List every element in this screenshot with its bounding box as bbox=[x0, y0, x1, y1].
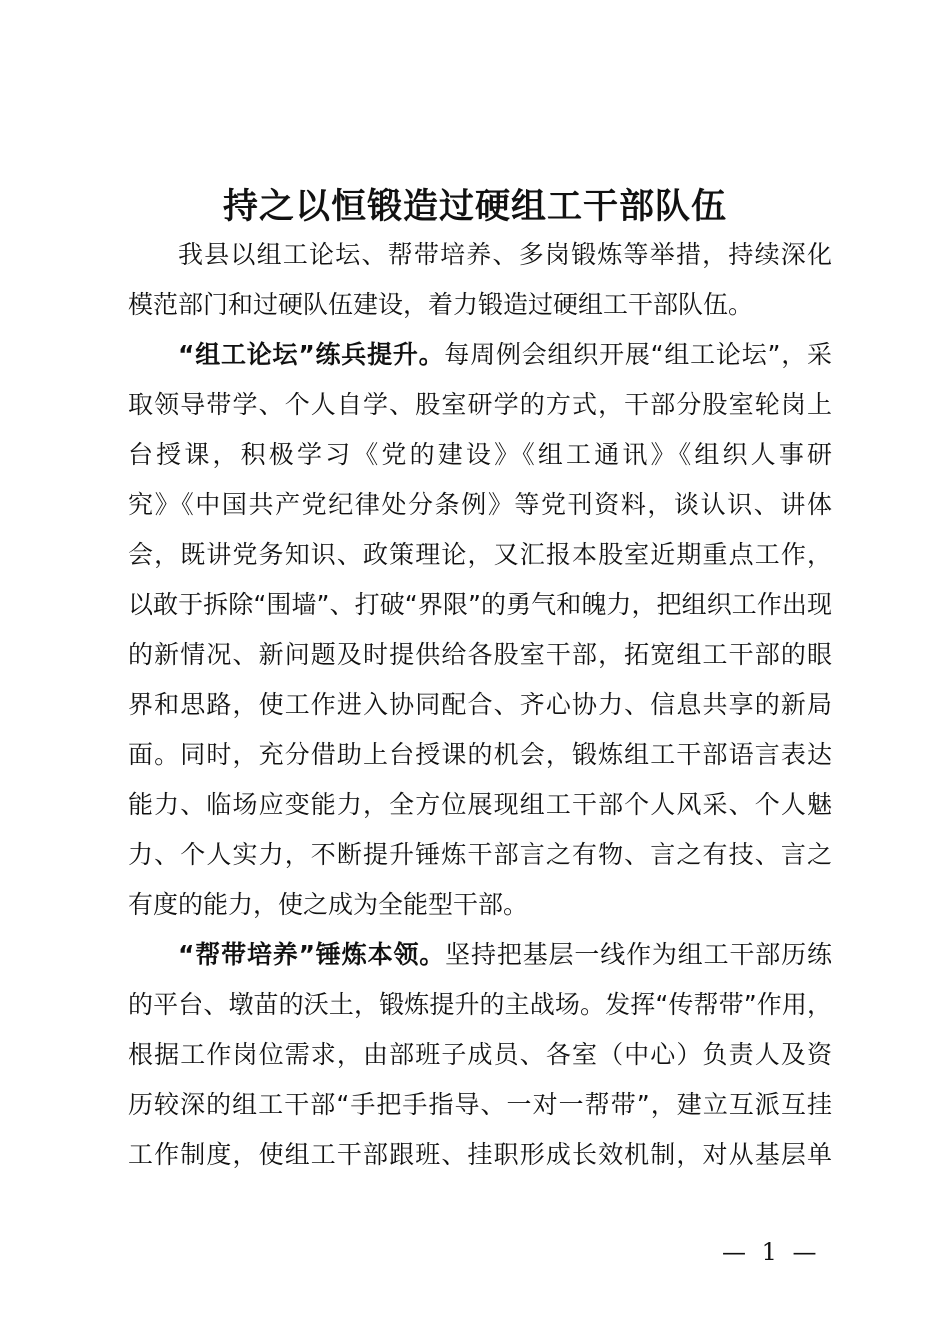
line-text: 工作制度，使组工干部跟班、挂职形成长效机制，对从基层单 bbox=[128, 1140, 832, 1169]
line-text: 的新情况、新问题及时提供给各股室干部，拓宽组工干部的眼 bbox=[128, 640, 832, 669]
text-line bbox=[128, 980, 832, 1030]
text-line bbox=[128, 430, 832, 480]
line-text: 取领导带学、个人自学、股室研学的方式，干部分股室轮岗上 bbox=[128, 390, 832, 419]
line-text: 台授课，积极学习《党的建设》《组工通讯》《组织人事研 bbox=[128, 440, 832, 469]
text-line bbox=[128, 480, 832, 530]
line-text: 模范部门和过硬队伍建设，着力锻造过硬组工干部队伍。 bbox=[128, 290, 754, 319]
line-text: 有度的能力，使之成为全能型干部。 bbox=[128, 890, 529, 919]
text-line bbox=[128, 630, 832, 680]
text-line bbox=[128, 530, 832, 580]
line-text: 面。同时，充分借助上台授课的机会，锻炼组工干部语言表达 bbox=[128, 740, 832, 769]
text-line bbox=[128, 730, 832, 780]
text-line bbox=[128, 930, 832, 980]
line-text: 历较深的组工干部“手把手指导、一对一帮带”，建立互派互挂 bbox=[128, 1090, 832, 1119]
paragraph-heading: “组工论坛”练兵提升。 bbox=[178, 340, 445, 369]
line-text: 每周例会组织开展“组工论坛”，采 bbox=[444, 340, 832, 369]
text-line bbox=[128, 580, 832, 630]
paragraph bbox=[128, 230, 832, 330]
document-title: 持之以恒锻造过硬组工干部队伍 bbox=[222, 187, 727, 227]
line-text: 究》《中国共产党纪律处分条例》等党刊资料，谈认识、讲体 bbox=[128, 490, 832, 519]
text-line bbox=[128, 1030, 832, 1080]
text-line bbox=[128, 1080, 832, 1130]
page-number: — 1 — bbox=[722, 1238, 821, 1266]
line-text: 界和思路，使工作进入协同配合、齐心协力、信息共享的新局 bbox=[128, 690, 832, 719]
line-text: 能力、临场应变能力，全方位展现组工干部个人风采、个人魅 bbox=[128, 790, 832, 819]
line-text: 根据工作岗位需求，由部班子成员、各室（中心）负责人及资 bbox=[128, 1040, 832, 1069]
text-line bbox=[128, 880, 832, 930]
line-text: 坚持把基层一线作为组工干部历练 bbox=[445, 940, 832, 969]
line-text: 以敢于拆除“围墙”、打破“界限”的勇气和魄力，把组织工作出现 bbox=[128, 590, 832, 619]
text-line bbox=[128, 830, 832, 880]
text-line bbox=[128, 680, 832, 730]
line-text: 的平台、墩苗的沃土，锻炼提升的主战场。发挥“传帮带”作用， bbox=[128, 990, 832, 1019]
text-line bbox=[128, 1130, 832, 1180]
text-line bbox=[128, 330, 832, 380]
line-text: 力、个人实力，不断提升锤炼干部言之有物、言之有技、言之 bbox=[128, 840, 832, 869]
line-text: 会，既讲党务知识、政策理论，又汇报本股室近期重点工作， bbox=[128, 540, 832, 569]
text-line bbox=[128, 230, 832, 280]
text-line bbox=[128, 380, 832, 430]
text-line bbox=[128, 780, 832, 830]
line-text: 我县以组工论坛、帮带培养、多岗锻炼等举措，持续深化 bbox=[178, 240, 832, 269]
paragraph bbox=[128, 330, 832, 930]
paragraph bbox=[128, 930, 832, 1180]
document-body bbox=[128, 230, 832, 1180]
text-line bbox=[128, 280, 832, 330]
paragraph-heading: “帮带培养”锤炼本领。 bbox=[178, 940, 446, 969]
